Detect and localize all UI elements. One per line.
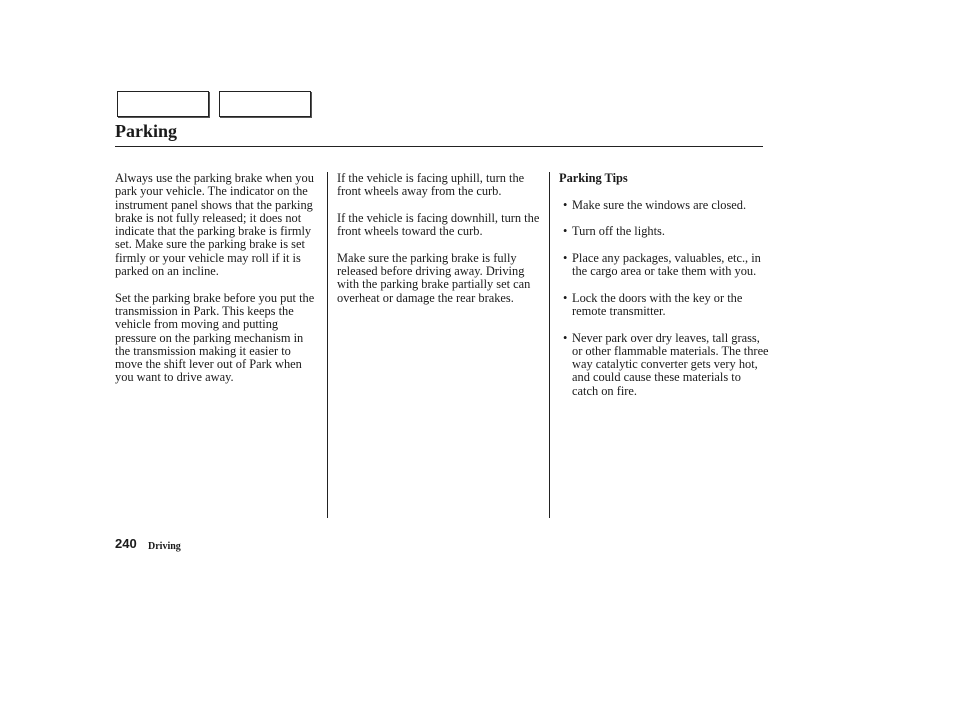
bullet-icon: • [563,290,568,305]
tip-text: Lock the doors with the key or the remote transmitter. [572,290,743,318]
list-item [559,252,769,279]
column-parking-tips [559,172,769,411]
section-label: Driving [148,541,181,552]
paragraph: Set the parking brake before you put the transmission in Park. This keeps the vehicle from moving and putting pressure on the parking mechanism in the transmission making it easier to move the shift lever out of Park when you want to drive away. [115,290,315,385]
column-wheel-direction [337,172,543,318]
list-item [559,225,769,238]
nav-button-next[interactable] [219,91,311,117]
bullet-icon: • [563,330,568,345]
tips-heading: Parking Tips [559,171,628,185]
column-divider [549,172,550,518]
nav-button-previous[interactable] [117,91,209,117]
list-item [559,199,769,212]
tip-text: Never park over dry leaves, tall grass, or other flammable materials. The three way catalytic converter gets very hot, and could cause these materials to catch on fire. [572,330,769,398]
title-rule [115,146,763,147]
tip-text: Turn off the lights. [572,224,665,239]
tip-text: Place any packages, valuables, etc., in the cargo area or take them with you. [572,250,761,279]
page-number: 240 [115,536,137,551]
column-divider [327,172,328,518]
paragraph: Always use the parking brake when you park your vehicle. The indicator on the instrument panel shows that the parking brake is not fully released; it does not indicate that the parking brake is firmly set. Make sure the parking brake is set firmly or your vehicle may roll if it is parked on an incline. [115,171,314,279]
list-item [559,292,769,319]
bullet-icon: • [563,197,568,212]
bullet-icon: • [563,250,568,265]
paragraph: If the vehicle is facing uphill, turn the front wheels away from the curb. [337,171,525,199]
bullet-icon: • [563,224,568,239]
list-item [559,332,769,398]
tips-list [559,199,769,398]
page-title: Parking [115,121,178,141]
tip-text: Make sure the windows are closed. [572,197,747,212]
paragraph: If the vehicle is facing downhill, turn the front wheels toward the curb. [337,210,540,239]
paragraph: Make sure the parking brake is fully released before driving away. Driving with the parking brake partially set can overheat or damage the rear brakes. [337,250,531,305]
column-parking-brake [115,172,320,398]
